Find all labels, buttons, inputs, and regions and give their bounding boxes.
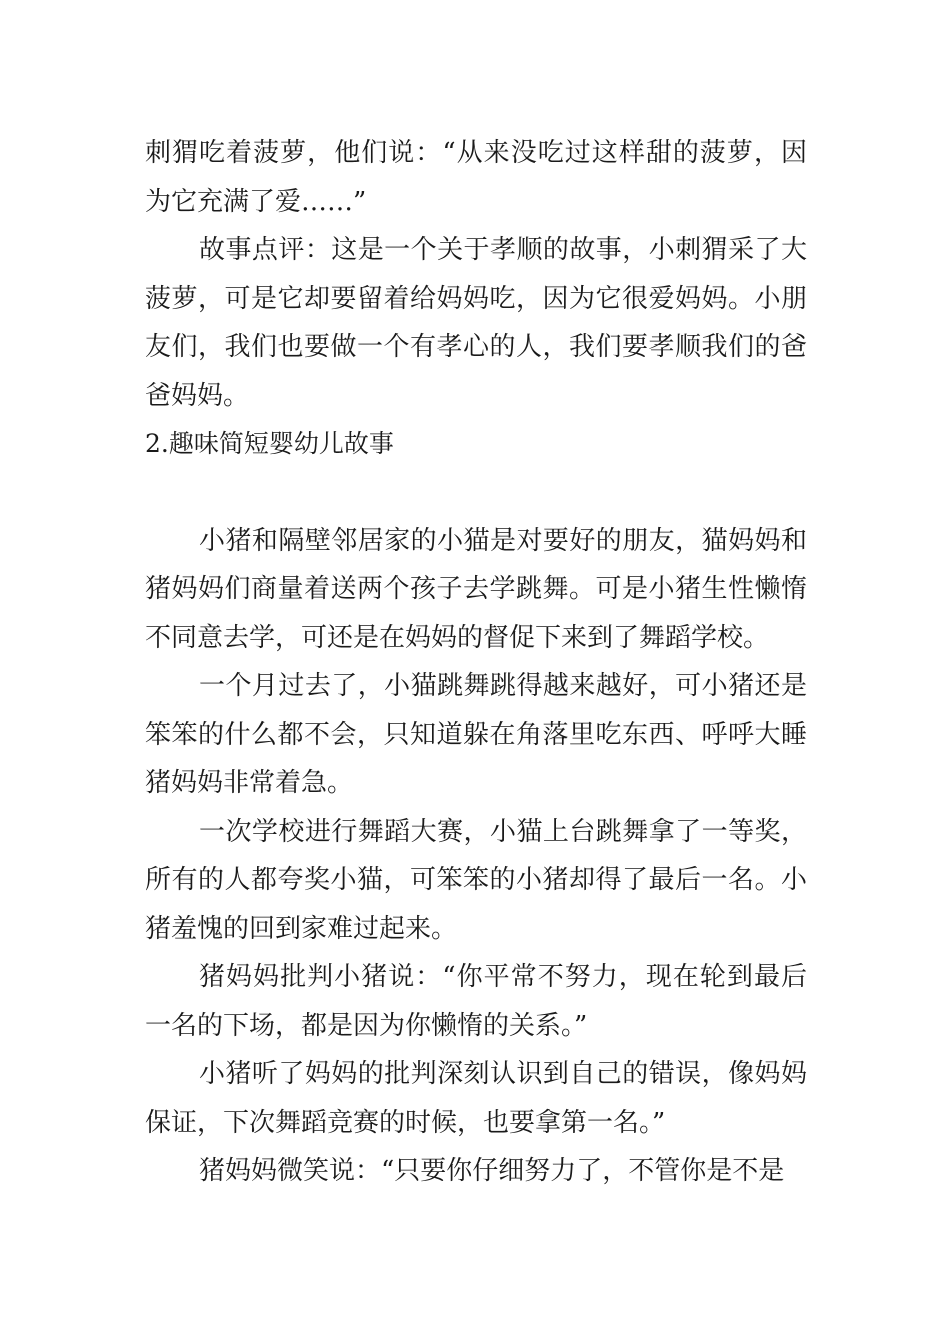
paragraph-one-month-later: 一个月过去了，小猫跳舞跳得越来越好，可小猪还是笨笨的什么都不会，只知道躲在角落里吃东西、呼呼大睡猪妈妈非常着急。 bbox=[145, 671, 807, 798]
section-heading: 2.趣味简短婴幼儿故事 bbox=[145, 429, 394, 458]
paragraph-hedgehog-ending: 刺猬吃着菠萝，他们说：“从来没吃过这样甜的菠萝，因为它充满了爱……” bbox=[145, 138, 807, 217]
paragraph-piglet-promise: 小猪听了妈妈的批判深刻认识到自己的错误，像妈妈保证，下次舞蹈竞赛的时候，也要拿第一名。” bbox=[145, 1059, 807, 1138]
blank-line bbox=[145, 469, 807, 517]
paragraph-story-comment: 故事点评：这是一个关于孝顺的故事，小刺猬采了大菠萝，可是它却要留着给妈妈吃，因为它很爱妈妈。小朋友们，我们也要做一个有孝心的人，我们要孝顺我们的爸爸妈妈。 bbox=[145, 235, 807, 411]
paragraph-piglet-kitten-friends: 小猪和隔壁邻居家的小猫是对要好的朋友，猫妈妈和猪妈妈们商量着送两个孩子去学跳舞。可是小猪生性懒惰不同意去学，可还是在妈妈的督促下来到了舞蹈学校。 bbox=[145, 525, 807, 653]
paragraph-mother-smile: 猪妈妈微笑说：“只要你仔细努力了，不管你是不是 bbox=[199, 1156, 785, 1186]
document-body bbox=[145, 129, 807, 1196]
paragraph-dance-contest: 一次学校进行舞蹈大赛，小猫上台跳舞拿了一等奖，所有的人都夸奖小猫，可笨笨的小猪却得了最后一名。小猪羞愧的回到家难过起来。 bbox=[145, 816, 807, 944]
paragraph-mother-criticism: 猪妈妈批判小猪说：“你平常不努力，现在轮到最后一名的下场，都是因为你懒惰的关系。” bbox=[145, 962, 807, 1041]
